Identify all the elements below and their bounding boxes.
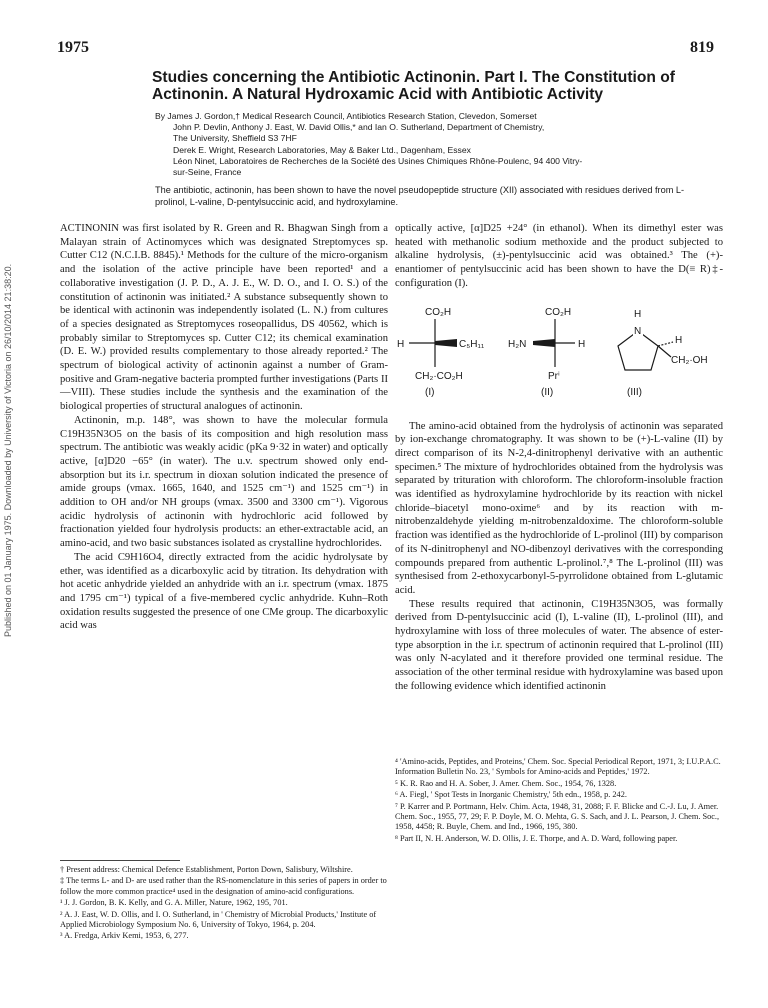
footnote: † Present address: Chemical Defence Establishment, Porton Down, Salisbury, Wiltshire. — [60, 865, 353, 874]
structure-iii-tail: CH₂·OH — [671, 354, 708, 366]
structure-ii-label: (II) — [541, 386, 554, 398]
footnote: ² A. J. East, W. D. Ollis, and I. O. Sutherland, in ' Chemistry of Microbial Products,' Institute of Applied Microbiology Symposium No. 6, University of Tokyo, 1964, p. 204. — [60, 909, 377, 930]
structure-iii-h-top: H — [634, 308, 642, 320]
structure-i-label: (I) — [425, 386, 435, 398]
footnote: ⁵ K. R. Rao and H. A. Sober, J. Amer. Chem. Soc., 1954, 76, 1328. — [395, 778, 617, 788]
author-line: Léon Ninet, Laboratoires de Recherches de la Société des Usines Chimiques Rhône-Poulenc, 94 400 Vitry- — [173, 155, 583, 166]
author-block — [155, 111, 725, 178]
footnote: ⁷ P. Karrer and P. Portmann, Helv. Chim. Acta, 1948, 31, 2088; F. F. Blicke and C.-J. Lu, J. Amer. Chem. Soc., 1955, 77, 29; F. P. Doyle, M. O. Mehta, G. S. Sach, and J. L. Pearson, J. Chem. Soc., 1958, 4458; R. Buyle, Chem. and Ind., 1966, 195, 380. — [395, 801, 720, 832]
structure-ii-top: CO₂H — [545, 306, 572, 318]
structure-i-bottom: CH₂·CO₂H — [415, 370, 463, 382]
body-paragraph: ACTINONIN was first isolated by R. Green and R. Bhagwan Singh from a Malayan strain of Actinomyces which was designated Streptomyces sp. Cutter C12 (N.C.I.B. 8845).¹ Methods for the culture of the micro-organism and the isolation of the active principle have been reported¹ and a collaborative investigation (J. P. D., A. J. E., W. D. O., and I. O. S.) of the constitution of actinonin was initiated.² A substance subsequently shown to be identical with actinonin was independently isolated (L. N.) from cultures of a species designated as Streptomyces roseopallidus, DS 40562, which is probably similar to Streptomyces sp. Cutter C12; its chemical examination (D. E. W.) provided results complementary to those already reported.² The spectrum of biological activity of actinonin against a number of Gram-positive and Gram-negative bacteria prompted further investigations (Parts II—VIII). These studies include the synthesis and the examination of the biological properties of structural analogues of actinonin. — [60, 223, 388, 413]
structure-iii — [618, 309, 708, 398]
body-paragraph: These results required that actinonin, C19H35N3O5, was formally derived from D-pentylsuccinic acid (I), L-valine (II), L-prolinol (III), and hydroxylamine with loss of three molecules of water. The absence of ester-type absorption in the i.r. spectrum of actinonin required that L-prolinol (III) was only N-acylated and it therefore provided one terminal residue. The association of the other terminal residue with hydroxylamine was based upon the following evidence which identified actinonin — [395, 598, 723, 692]
page-number: 819 — [690, 39, 714, 56]
structure-ii-bottom: Prⁱ — [548, 370, 560, 382]
footnote: ⁶ A. Fiegl, ' Spot Tests in Inorganic Chemistry,' 5th edn., 1958, p. 242. — [395, 790, 627, 800]
author-line: The University, Sheffield S3 7HF — [173, 133, 297, 144]
body-paragraph: optically active, [α]D25 +24° (in ethanol). When its dimethyl ester was heated with methanolic sodium methoxide and the product subjected to alkaline hydrolysis, (±)-pentylsuccinic acid was obtained.³ The (+)-enantiomer of pentylsuccinic acid has been shown to have the D(≡ R)‡-configuration (I). — [395, 223, 723, 289]
structure-i-right: C₅H₁₁ — [459, 338, 485, 350]
body-paragraph: The amino-acid obtained from the hydrolysis of actinonin was separated by ion-exchange chromatography. It was shown to be (+)-L-valine (II) by direct comparison of its N-2,4-dinitrophenyl derivative with an authentic specimen.⁵ The mixture of hydrochlorides obtained from the hydrolysis was separated by trituration with chloroform. The chloroform-insoluble fraction was identified as hydroxylamine hydrochloride by its reaction with nickel chloride–biacetyl mono-oxime⁶ and by its reaction with m-nitrobenzaldehyde yielding m-nitrobenzaldoxime. The chloroform-soluble fraction was identified as the hydrochloride of L-prolinol (III) by comparison of its N-dinitrophenyl and NO-dibenzoyl derivatives with the corresponding compounds prepared from authentic L-prolinol.⁷,⁸ The L-prolinol (III) was synthesised from 2-ethoxycarbonyl-5-pyrrolidone obtained from L-glutamic acid. — [395, 420, 723, 596]
page-year: 1975 — [57, 39, 89, 56]
body-paragraph: Actinonin, m.p. 148°, was shown to have the molecular formula C19H35N3O5 on the basis of its composition and high resolution mass spectrum. The antibiotic was weakly acidic (pKa 9·32 in water) and optically active, [α]D20 −65° (in water). The u.v. spectrum showed only end-absorption but its i.r. spectrum in dioxan solution indicated the presence of amide groups (νmax. 1665, 1640, and 1525 cm⁻¹) and 1525 cm⁻¹) in addition to OH and/or NH groups (νmax. 3500 and 3300 cm⁻¹). Vigorous acidic hydrolysis of actinonin with hydrochloric acid followed by fractionation yielded four hydrolysis products: an ether-extractable acid, an amino-acid, and two basic substances isolated as crystalline hydrochlorides. — [60, 414, 388, 550]
footnotes-right — [395, 757, 723, 845]
left-column — [60, 222, 388, 633]
chemical-structures — [395, 299, 723, 414]
footnote: ⁴ 'Amino-acids, Peptides, and Proteins,' Chem. Soc. Special Periodical Report, 1971, 3; I.U.P.A.C. Information Bulletin No. 23, ' Symbols for Amino-acids and Peptides,' 1972. — [395, 757, 721, 777]
author-line: Derek E. Wright, Research Laboratories, May & Baker Ltd., Dagenham, Essex — [173, 144, 471, 155]
structure-i-top: CO₂H — [425, 306, 452, 318]
structure-ii — [508, 307, 585, 398]
download-watermark: Published on 01 January 1975. Downloaded by University of Victoria on 26/10/2014 21:38:20. — [3, 263, 13, 637]
structure-ii-right: H — [578, 338, 586, 350]
structure-iii-n: N — [634, 325, 642, 337]
footnote: ¹ J. J. Gordon, B. K. Kelly, and G. A. Miller, Nature, 1962, 195, 701. — [60, 898, 288, 908]
footnote: ‡ The terms L- and D- are used rather than the RS-nomenclature in this series of papers in order to follow the more common practice⁴ used in the designation of amino-acid configurations. — [60, 876, 387, 896]
structure-i — [397, 307, 485, 398]
footnote-divider — [60, 860, 180, 861]
structure-ii-left: H₂N — [508, 338, 527, 350]
structure-iii-label: (III) — [627, 386, 642, 398]
paper-title: Studies concerning the Antibiotic Actinonin. Part I. The Constitution of Actinonin. A Natural Hydroxamic Acid with Antibiotic Activity — [152, 69, 675, 103]
author-line: John P. Devlin, Anthony J. East, W. David Ollis,* and Ian O. Sutherland, Department of Chemistry, — [173, 122, 545, 133]
abstract: The antibiotic, actinonin, has been shown to have the novel pseudopeptide structure (XII) associated with residues derived from L-prolinol, L-valine, D-pentylsuccinic acid, and hydroxylamine. — [155, 185, 685, 207]
footnotes-left — [60, 865, 388, 943]
structure-i-left: H — [397, 338, 405, 350]
author-line: sur-Seine, France — [173, 167, 242, 178]
footnote: ³ A. Fredga, Arkiv Kemi, 1953, 6, 277. — [60, 931, 189, 941]
body-paragraph: The acid C9H16O4, directly extracted from the acidic hydrolysate by ether, was identified as a dicarboxylic acid by titration. Its dehydration with hot acetic anhydride yielded an anhydride with an i.r. spectrum (νmax. 1875 and 1795 cm⁻¹) typical of a five-membered cyclic anhydride. Kuhn–Roth oxidation results suggested the presence of one CMe group. The dicarboxylic acid was — [60, 551, 388, 632]
author-line: By James J. Gordon,† Medical Research Council, Antibiotics Research Station, Clevedon, Somerset — [155, 111, 537, 121]
footnote: ⁸ Part II, N. H. Anderson, W. D. Ollis, J. E. Thorpe, and A. D. Ward, following paper. — [395, 833, 678, 843]
structure-diagram — [395, 299, 723, 414]
structure-iii-h-side: H — [675, 334, 683, 346]
right-column — [395, 222, 723, 694]
